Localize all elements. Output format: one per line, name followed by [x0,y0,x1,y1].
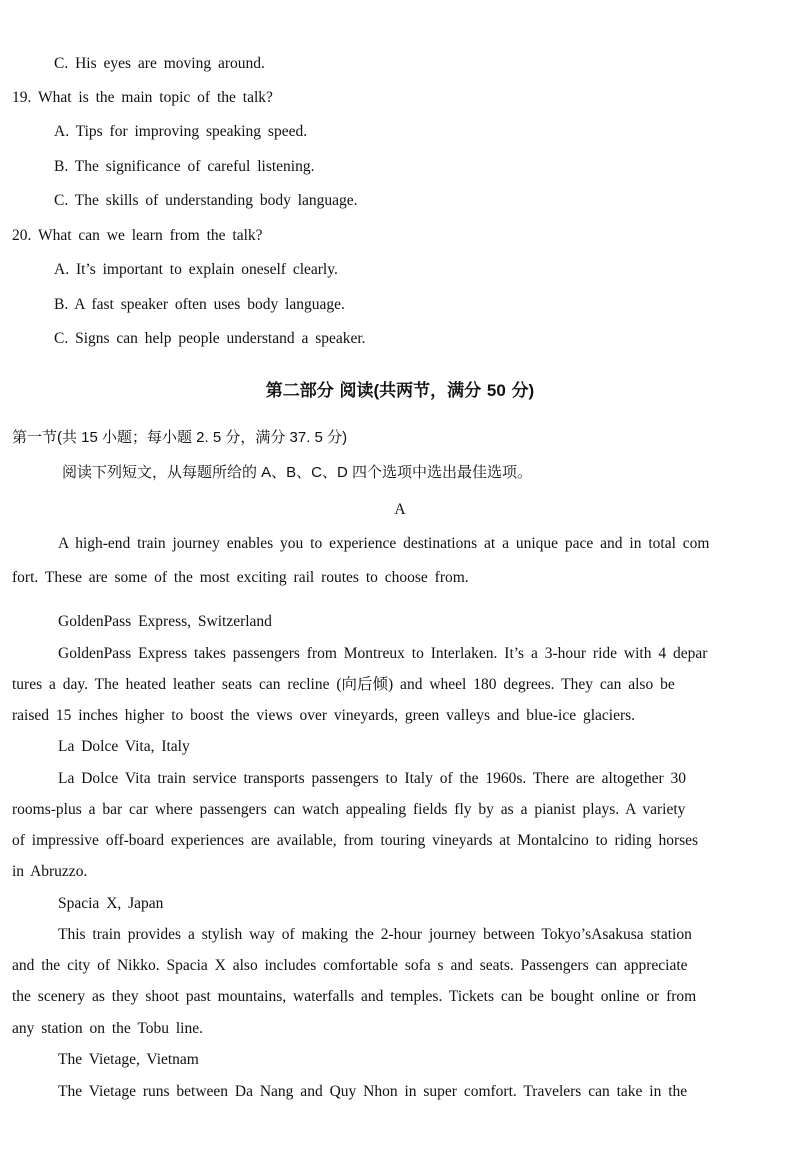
route-text-line: of impressive off-board experiences are available, from touring vineyards at Montalcino to riding horses [12,832,699,849]
passage-intro-line-1: A high-end train journey enables you to experience destinations at a unique pace and in total com [58,535,710,552]
route-text-line: tures a day. The heated leather seats can recline (向后倾) and wheel 180 degrees. They can also be [12,676,675,693]
q19-question: 19. What is the main topic of the talk? [12,89,273,106]
route-text-line: any station on the Tobu line. [12,1020,203,1037]
route-title-vietage: The Vietage, Vietnam [58,1051,199,1068]
q20-option-b: B. A fast speaker often uses body language. [54,296,345,313]
route-text-line: This train provides a stylish way of making the 2-hour journey between Tokyo’sAsakusa station [58,926,692,943]
passage-intro-line-2: fort. These are some of the most exciting rail routes to choose from. [12,569,469,586]
q20-option-c: C. Signs can help people understand a speaker. [54,330,366,347]
route-text-line: raised 15 inches higher to boost the views over vineyards, green valleys and blue-ice glaciers. [12,707,636,724]
q19-option-a: A. Tips for improving speaking speed. [54,123,308,140]
route-title-la-dolce-vita: La Dolce Vita, Italy [58,738,190,755]
section1-title: 第一节(共 15 小题；每小题 2. 5 分，满分 37. 5 分) [12,429,348,446]
q19-option-b: B. The significance of careful listening. [54,158,315,175]
route-text-line: in Abruzzo. [12,863,88,880]
route-text-line: rooms-plus a bar car where passengers can watch appealing fields fly by as a pianist plays. A variety [12,801,686,818]
q20-question: 20. What can we learn from the talk? [12,227,263,244]
route-text-line: the scenery as they shoot past mountains, waterfalls and temples. Tickets can be bought online or from [12,988,697,1005]
section1-instruction: 阅读下列短文，从每题所给的 A、B、C、D 四个选项中选出最佳选项。 [62,464,533,481]
route-text-line: La Dolce Vita train service transports passengers to Italy of the 1960s. There are altogether 30 [58,770,686,787]
route-text-line: and the city of Nikko. Spacia X also includes comfortable sofa s and seats. Passengers can appreciate [12,957,688,974]
route-text-line: The Vietage runs between Da Nang and Quy Nhon in super comfort. Travelers can take in the [58,1083,688,1100]
route-title-spacia-x: Spacia X, Japan [58,895,164,912]
passage-label: A [394,501,406,518]
part2-heading: 第二部分 阅读(共两节，满分 50 分) [265,381,535,400]
route-title-goldenpass: GoldenPass Express, Switzerland [58,613,272,630]
q20-option-a: A. It’s important to explain oneself clearly. [54,261,338,278]
q18-option-c: C. His eyes are moving around. [54,55,265,72]
route-text-line: GoldenPass Express takes passengers from Montreux to Interlaken. It’s a 3-hour ride with 4 depar [58,645,708,662]
q19-option-c: C. The skills of understanding body language. [54,192,358,209]
